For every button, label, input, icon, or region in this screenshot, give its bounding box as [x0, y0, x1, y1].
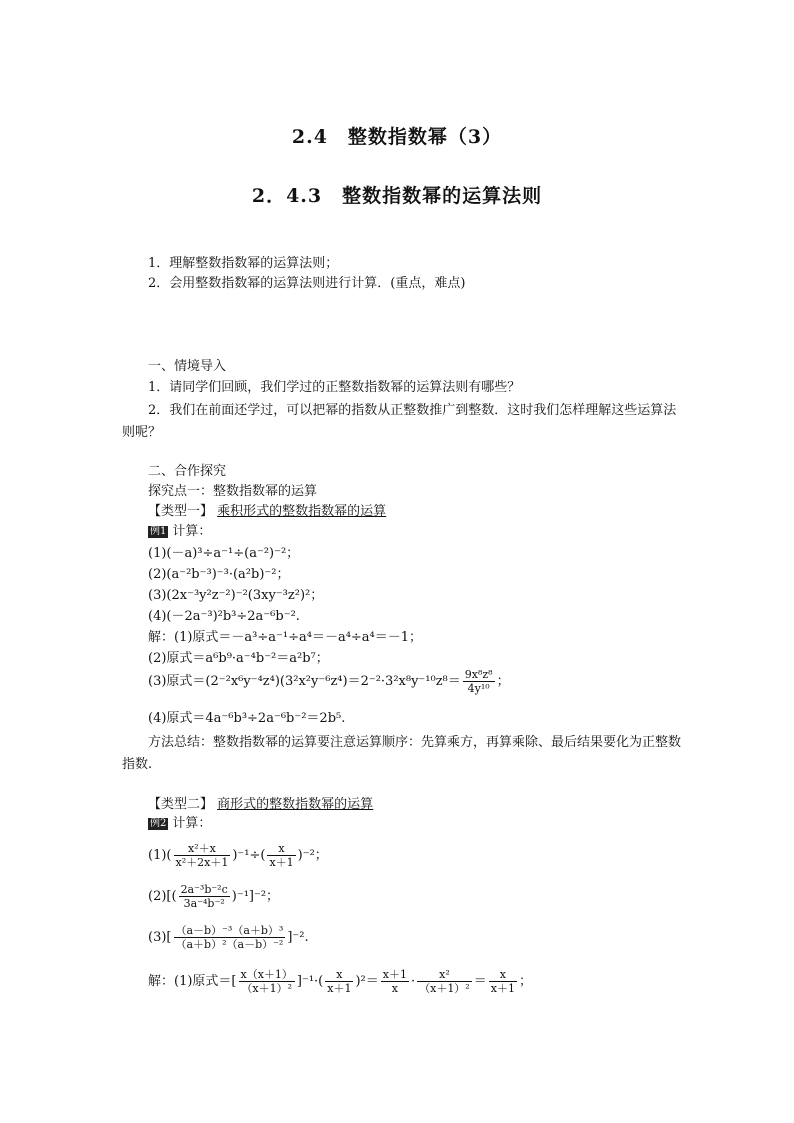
example2-item-1: (1)( $\frac{\text{x²＋x}}{\text{x²＋2x＋1}}$ )⁻¹÷( $\frac{x}{x+1}$ )⁻²； [148, 842, 328, 869]
section2-heading: 二、合作探究 [148, 464, 227, 479]
solution2-line-1: 解：(1)原式＝[ $\frac{x(x+1)}{\text{（x＋1）²}}$ ]⁻¹·( $\frac{x}{x+1}$ )²＝ $\frac{x+1}{x}$ · $\frac{\text{x²}}{\text{（x＋1）²}}$ ＝ $\frac{x}{x+1}$ ； [148, 968, 532, 995]
example2-prompt-line [148, 815, 211, 833]
objective-2: 2．会用整数指数幂的运算法则进行计算．(重点，难点) [148, 276, 466, 291]
example2-item-2: (2)[( $\frac{\text{2a⁻³b⁻²c}}{\text{3a⁻⁴b⁻²}}$ )⁻¹]⁻²； [148, 883, 280, 910]
fraction: $\frac{x}{x+1}$ [490, 968, 515, 995]
fraction: $\frac{x+1}{x}$ [382, 968, 407, 995]
section-title: 2．4.3 整数指数幂的运算法则 [251, 185, 543, 207]
question-1: 1．请同学们回顾，我们学过的正整数指数幂的运算法则有哪些？ [148, 380, 521, 395]
solution1-line-2: (2)原式＝a⁶b⁹·a⁻⁴b⁻²＝a²b⁷； [148, 651, 329, 666]
type1-title: 乘积形式的整数指数幂的运算 [217, 504, 387, 519]
fraction: $\frac{\text{x²＋x}}{\text{x²＋2x＋1}}$ [175, 842, 229, 869]
fraction: $\frac{\text{9x⁸z⁸}}{\text{4y¹⁰}}$ [464, 668, 493, 695]
solution1-line-1: 解：(1)原式＝－a³÷a⁻¹÷a⁴＝－a⁴÷a⁴＝－1； [148, 630, 423, 645]
example1-item-2: (2)(a⁻²b⁻³)⁻³·(a²b)⁻²； [148, 567, 290, 582]
example2-prompt: 计算： [172, 816, 212, 831]
example1-prompt-line [148, 523, 211, 541]
fraction: $\frac{x(x+1)}{\text{（x＋1）²}}$ [240, 968, 293, 995]
example1-badge: 例1 [150, 526, 167, 537]
type2-title: 商形式的整数指数幂的运算 [217, 797, 374, 812]
fraction: $\frac{\text{（a－b）⁻³（a＋b）³}}{\text{（a＋b）²（a－b）⁻²}}$ [175, 924, 284, 951]
method-summary: 方法总结：整数指数幂的运算要注意运算顺序：先算乘方，再算乘除、最后结果要化为正整数指数. [122, 735, 682, 772]
type2-heading [148, 796, 373, 814]
example1-item-3: (3)(2x⁻³y²z⁻²)⁻²(3xy⁻³z²)²； [148, 588, 324, 603]
example2-badge: 例2 [150, 818, 167, 829]
fraction: $\frac{\text{2a⁻³b⁻²c}}{\text{3a⁻⁴b⁻²}}$ [180, 883, 228, 910]
page-title: 2.4 整数指数幂（3） [291, 126, 503, 148]
fraction: $\frac{x}{x+1}$ [327, 968, 352, 995]
solution1-line-4: (4)原式＝4a⁻⁶b³÷2a⁻⁶b⁻²＝2b⁵. [148, 711, 346, 726]
question-2: 2．我们在前面还学过，可以把幂的指数从正整数推广到整数．这时我们怎样理解这些运算法则呢？ [122, 403, 677, 440]
fraction: $\frac{x}{x+1}$ [269, 842, 294, 869]
objective-1: 1．理解整数指数幂的运算法则； [148, 256, 339, 271]
example1-item-1: (1)(－a)³÷a⁻¹÷(a⁻²)⁻²； [148, 546, 300, 561]
type1-tag: 【类型一】 [148, 504, 214, 519]
example2-item-3: (3)[ $\frac{\text{（a－b）⁻³（a＋b）³}}{\text{（a＋b）²（a－b）⁻²}}$ ]⁻². [148, 924, 309, 951]
type2-tag: 【类型二】 [148, 797, 214, 812]
section1-heading: 一、情境导入 [148, 359, 227, 374]
fraction: $\frac{\text{x²}}{\text{（x＋1）²}}$ [419, 968, 470, 995]
type1-heading [148, 503, 386, 521]
example1-prompt: 计算： [172, 524, 212, 539]
solution1-line-3: (3)原式＝(2⁻²x⁶y⁻⁴z⁴)(3²x²y⁻⁶z⁴)＝2⁻²·3²x⁸y⁻¹⁰z⁸＝ $\frac{\text{9x⁸z⁸}}{\text{4y¹⁰}}$ ； [148, 668, 510, 695]
example1-item-4: (4)(－2a⁻³)²b³÷2a⁻⁶b⁻². [148, 609, 300, 624]
explore-point-1: 探究点一：整数指数幂的运算 [148, 484, 318, 499]
